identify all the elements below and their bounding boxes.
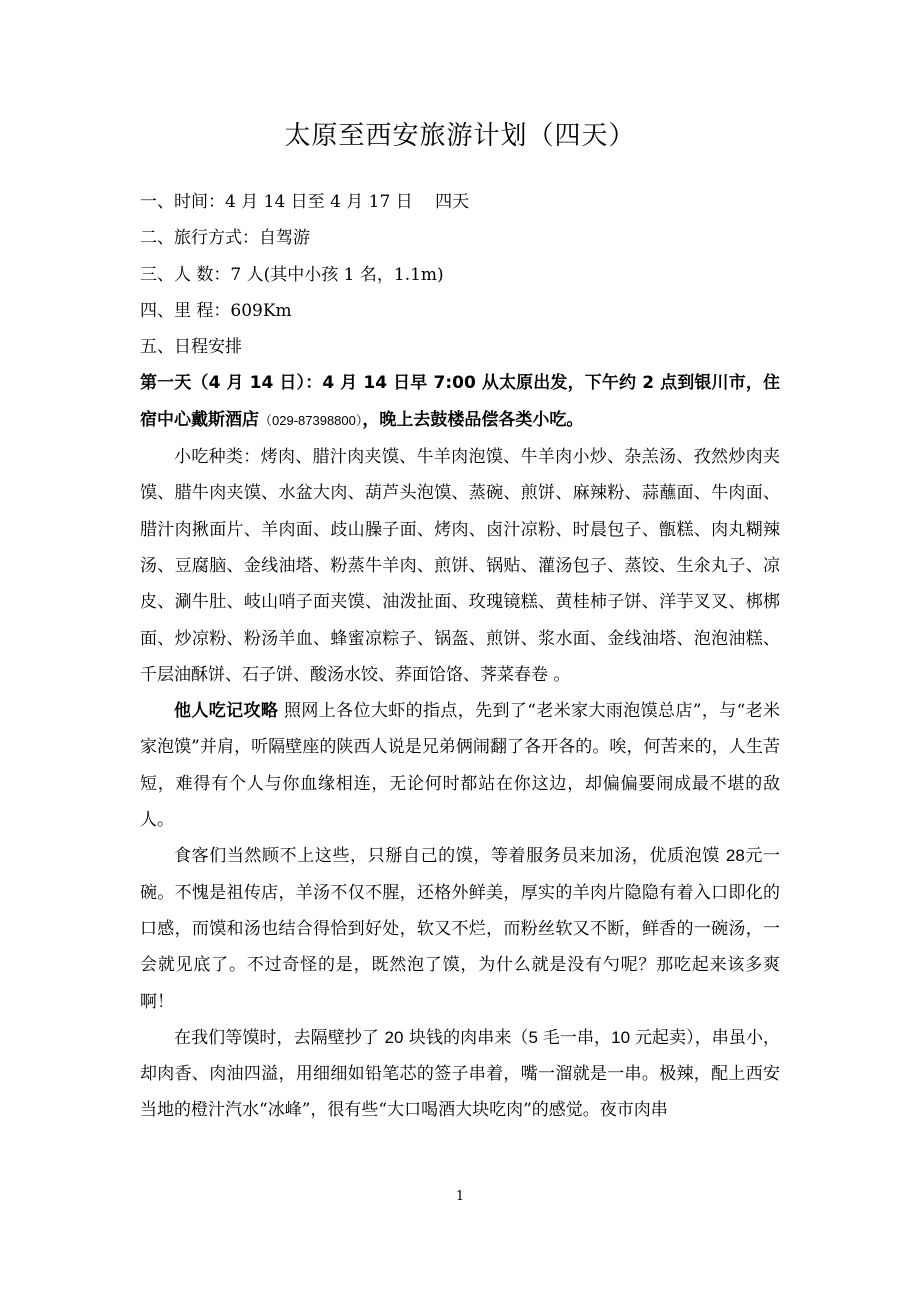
- review-paragraph: [140, 693, 780, 838]
- paomo-text-a: 食客们当然顾不上这些，只掰自己的馍，等着服务员来加汤，优质泡馍: [174, 846, 726, 867]
- day1-heading-end: ，晚上去鼓楼品偿各类小吃。: [362, 409, 584, 430]
- review-text: 照网上各位大虾的指点，先到了“老米家大雨泡馍总店”，与“老米家泡馍”并肩，听隔壁座的陕西人说是兄弟俩闹翻了各开各的。唉，何苦来的，人生苦短，难得有个人与你血缘相连，无论何时都站在你这边，却偏偏要闹成最不堪的敌人。: [140, 701, 781, 831]
- info-people: 三、人 数：7 人(其中小孩 1 名，1.1m): [140, 264, 444, 285]
- skewer-deal: 5 毛一串，10 元起卖: [528, 1027, 687, 1047]
- page-title: 太原至西安旅游计划（四天）: [284, 121, 636, 151]
- skewer-amount: 20: [384, 1027, 404, 1047]
- day1-heading-text: 第一天（4 月 14 日）：4 月 14 日早 7:00 从太原出发，下午约 2 点到银川市，住宿中心戴斯酒店: [140, 373, 780, 430]
- skewer-paragraph: [140, 1020, 780, 1129]
- info-mode: 二、旅行方式：自驾游: [140, 228, 310, 249]
- info-distance: 四、里 程：609Km: [140, 300, 292, 321]
- document-body: [140, 184, 780, 1129]
- snack-list-paragraph: 小吃种类：烤肉、腊汁肉夹馍、牛羊肉泡馍、牛羊肉小炒、杂羔汤、孜然炒肉夹馍、腊牛肉夹馍、水盆大肉、葫芦头泡馍、蒸碗、煎饼、麻辣粉、蒜蘸面、牛肉面、腊汁肉揪面片、羊肉面、歧山臊子面、烤肉、卤汁凉粉、时晨包子、甑糕、肉丸糊辣汤、豆腐脑、金线油塔、粉蒸牛羊肉、煎饼、锅贴、灌汤包子、蒸饺、生氽丸子、凉皮、涮牛肚、岐山哨子面夹馍、油泼扯面、玫瑰镜糕、黄桂柿子饼、洋芋叉叉、梆梆面、炒凉粉、粉汤羊血、蜂蜜凉粽子、锅盔、煎饼、浆水面、金线油塔、泡泡油糕、千层油酥饼、石子饼、酸汤水饺、荞面饸饹、荠菜春卷 。: [140, 447, 780, 685]
- day1-heading: [140, 365, 780, 439]
- hotel-phone: （029-87398800）: [259, 412, 363, 428]
- paomo-price: 28: [725, 846, 745, 866]
- paomo-text-b: 元一碗。不愧是祖传店，羊汤不仅不腥，还格外鲜美，厚实的羊肉片隐隐有着入口即化的口感，而馍和汤也结合得恰到好处，软又不烂，而粉丝软又不断，鲜香的一碗汤，一会就见底了。不过奇怪的是，既然泡了馍，为什么就是没有勺呢？那吃起来该多爽啊！: [140, 846, 780, 1012]
- skewer-text-c: ），串虽小，却肉香、肉油四溢，用细细如铅笔芯的签子串着，嘴一溜就是一串。极辣，配上西安当地的橙汁汽水“冰峰”，很有些“大口喝酒大块吃肉”的感觉。夜市肉串: [140, 1027, 781, 1121]
- info-time: 一、时间：4 月 14 日至 4 月 17 日 四天: [140, 192, 470, 212]
- skewer-text-a: 在我们等馍时，去隔壁抄了: [174, 1027, 385, 1048]
- page-number: 1: [455, 1189, 465, 1204]
- review-label: 他人吃记攻略: [174, 701, 279, 722]
- paomo-paragraph: [140, 838, 780, 1019]
- skewer-text-b: 块钱的肉串来（: [403, 1027, 529, 1048]
- info-schedule: 五、日程安排: [140, 337, 242, 358]
